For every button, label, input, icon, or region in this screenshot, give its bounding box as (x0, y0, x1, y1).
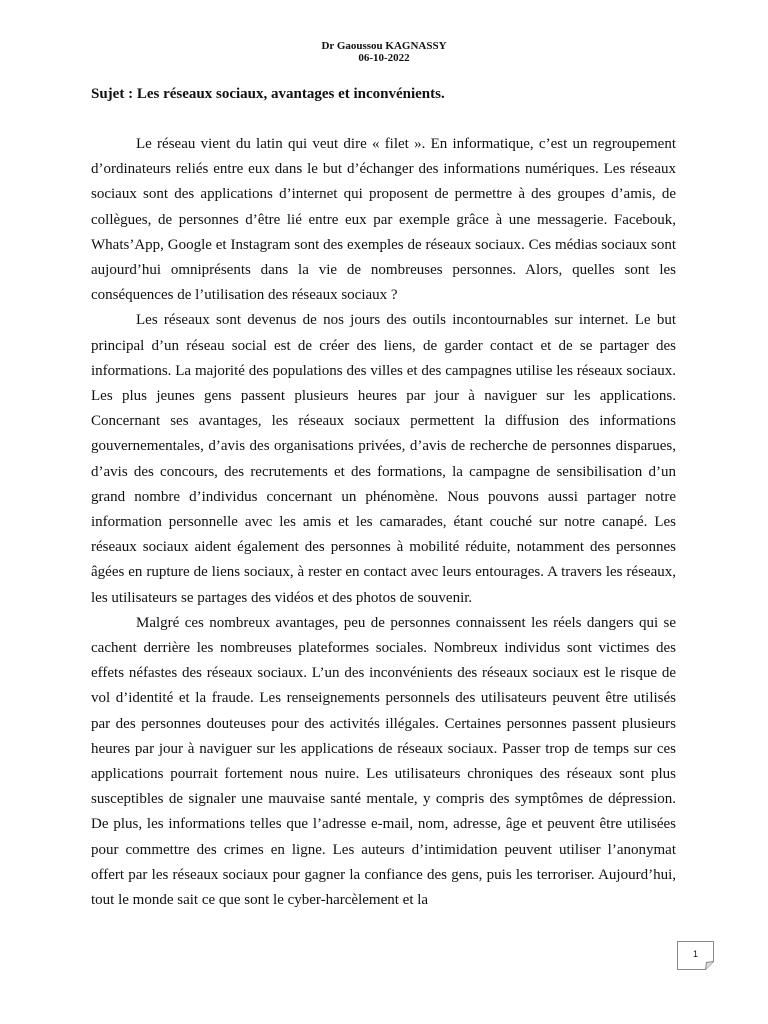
page-number-box (677, 941, 714, 970)
document-header (0, 40, 768, 64)
paragraph-intro: Le réseau vient du latin qui veut dire « filet ». En informatique, c’est un regroupement d’ordinateurs reliés entre eux dans le but d’échanger des informations numériques. Les réseaux sociaux sont des applications d’internet qui proposent de permettre à des groupes d’amis, de collègues, de personnes d’être lié entre eux par exemple grâce à une messagerie. Facebouk, Whats’App, Google et Instagram sont des exemples de réseaux sociaux. Ces médias sociaux sont aujourd’hui omniprésents dans la vie de nombreuses personnes. Alors, quelles sont les conséquences de l’utilisation des réseaux sociaux ? (91, 136, 676, 304)
paragraph-disadvantages: Malgré ces nombreux avantages, peu de personnes connaissent les réels dangers qui se cachent derrière les nombreuses plateformes sociales. Nombreux individus sont victimes des effets néfastes des réseaux sociaux. L’un des inconvénients des réseaux sociaux est le risque de vol d’identité et la fraude. Les renseignements personnels des utilisateurs peuvent être utilisés par des personnes douteuses pour des activités illégales. Certaines personnes passent plusieurs heures par jour à naviguer sur les applications de réseaux sociaux. Passer trop de temps sur ces applications pourrait fortement nous nuire. Les utilisateurs chroniques des réseaux sont plus susceptibles de signaler une mauvaise santé mentale, y compris des symptômes de dépression. De plus, les informations telles que l’adresse e-mail, nom, adresse, âge et peuvent être utilisées pour commettre des crimes en ligne. Les auteurs d’intimidation peuvent utiliser l’anonymat offert par les réseaux sociaux pour gagner la confiance des gens, puis les terroriser. Aujourd’hui, tout le monde sait ce que sont le cyber-harcèlement et la (91, 614, 676, 909)
paragraph-advantages: Les réseaux sont devenus de nos jours des outils incontournables sur internet. Le but principal d’un réseau social est de créer des liens, de garder contact et de se partager des informations. La majorité des populations des villes et des campagnes utilise les réseaux sociaux. Les plus jeunes gens passent plusieurs heures par jour à naviguer sur les applications. Concernant ses avantages, les réseaux sociaux permettent la diffusion des informations gouvernementales, d’avis des organisations privées, d’avis de recherche de personnes disparues, d’avis des concours, des recrutements et des formations, la campagne de sensibilisation d’un grand nombre d’individus concernant un phénomène. Nous pouvons aussi partager notre information personnelle avec les amis et les camarades, étant couché sur notre canapé. Les réseaux sociaux aident également des personnes à mobilité réduite, notamment des personnes âgées en rupture de liens sociaux, à rester en contact avec leurs entourages. A travers les réseaux, les utilisateurs se partages des vidéos et des photos de souvenir. (91, 312, 676, 606)
document-date: 06-10-2022 (358, 52, 410, 64)
author-name: Dr Gaoussou KAGNASSY (321, 40, 447, 52)
page-number: 1 (692, 949, 698, 959)
subject-title: Sujet : Les réseaux sociaux, avantages et inconvénients. (91, 86, 445, 102)
document-body (91, 132, 676, 913)
